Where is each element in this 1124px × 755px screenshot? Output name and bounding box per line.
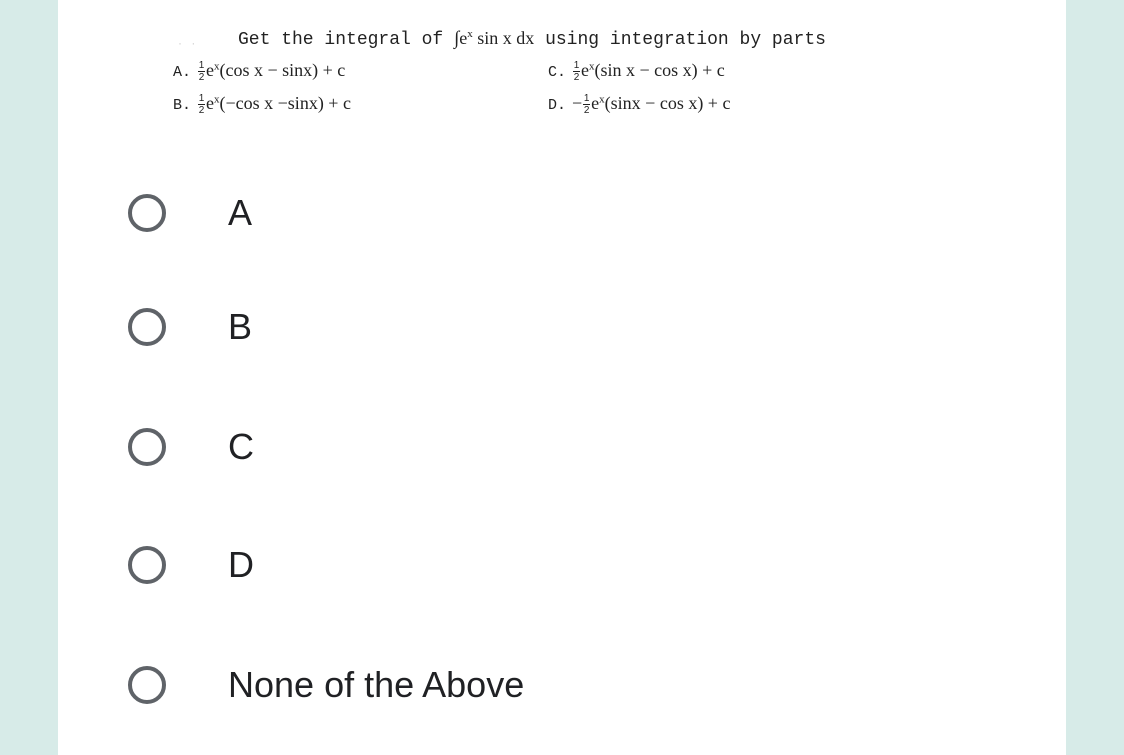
choice-letter: C. bbox=[548, 64, 567, 81]
choice-d bbox=[548, 93, 730, 115]
choice-exponent: x bbox=[214, 60, 220, 73]
integrand-base: e bbox=[459, 28, 468, 48]
radio-button[interactable] bbox=[128, 546, 166, 584]
choice-letter: D. bbox=[548, 97, 567, 114]
decorative-dots: · · bbox=[178, 36, 199, 50]
choice-letter: A. bbox=[173, 64, 192, 81]
option-none-of-the-above[interactable] bbox=[128, 655, 828, 715]
option-b[interactable] bbox=[128, 297, 828, 357]
choice-tail: (sinx − cos x) + c bbox=[604, 93, 731, 113]
choice-base: e bbox=[206, 93, 215, 113]
choice-tail: (sin x − cos x) + c bbox=[594, 60, 725, 80]
radio-button[interactable] bbox=[128, 308, 166, 346]
choice-base: e bbox=[581, 60, 590, 80]
question-image bbox=[58, 0, 1066, 130]
option-label: B bbox=[228, 306, 253, 347]
choice-letter: B. bbox=[173, 97, 192, 114]
choice-a bbox=[173, 60, 345, 82]
fraction-denominator: 2 bbox=[198, 72, 205, 84]
integrand-rest: sin x dx bbox=[472, 28, 535, 48]
fraction-numerator: 1 bbox=[198, 60, 205, 72]
integrand-exponent: x bbox=[467, 28, 473, 40]
choice-base: e bbox=[206, 60, 215, 80]
prompt-suffix: using integration by parts bbox=[534, 30, 826, 50]
choice-exponent: x bbox=[599, 93, 605, 106]
option-label: C bbox=[228, 426, 254, 467]
radio-button[interactable] bbox=[128, 194, 166, 232]
option-label: None of the Above bbox=[228, 664, 525, 705]
fraction-denominator: 2 bbox=[573, 72, 580, 84]
integral-symbol: ∫ bbox=[454, 28, 460, 49]
fraction bbox=[583, 94, 590, 115]
fraction bbox=[198, 61, 205, 82]
choice-exponent: x bbox=[589, 60, 595, 73]
choice-c bbox=[548, 60, 725, 82]
choice-exponent: x bbox=[214, 93, 220, 106]
fraction-denominator: 2 bbox=[583, 105, 590, 117]
fraction-numerator: 1 bbox=[573, 60, 580, 72]
choice-tail: (−cos x −sinx) + c bbox=[219, 93, 351, 113]
prompt-prefix: Get the integral of bbox=[238, 30, 455, 50]
radio-button[interactable] bbox=[128, 666, 166, 704]
fraction-numerator: 1 bbox=[583, 93, 590, 105]
fraction bbox=[198, 94, 205, 115]
radio-button[interactable] bbox=[128, 428, 166, 466]
option-label: D bbox=[228, 544, 254, 585]
fraction bbox=[573, 61, 580, 82]
fraction-numerator: 1 bbox=[198, 93, 205, 105]
choice-base: e bbox=[591, 93, 600, 113]
option-label: A bbox=[228, 192, 253, 233]
option-c[interactable] bbox=[128, 417, 828, 477]
fraction-denominator: 2 bbox=[198, 105, 205, 117]
choice-tail: (cos x − sinx) + c bbox=[219, 60, 346, 80]
question-prompt bbox=[238, 28, 826, 50]
choice-b bbox=[173, 93, 351, 115]
option-a[interactable] bbox=[128, 183, 828, 243]
option-d[interactable] bbox=[128, 535, 828, 595]
choice-sign: − bbox=[572, 93, 583, 113]
question-card bbox=[58, 0, 1066, 755]
